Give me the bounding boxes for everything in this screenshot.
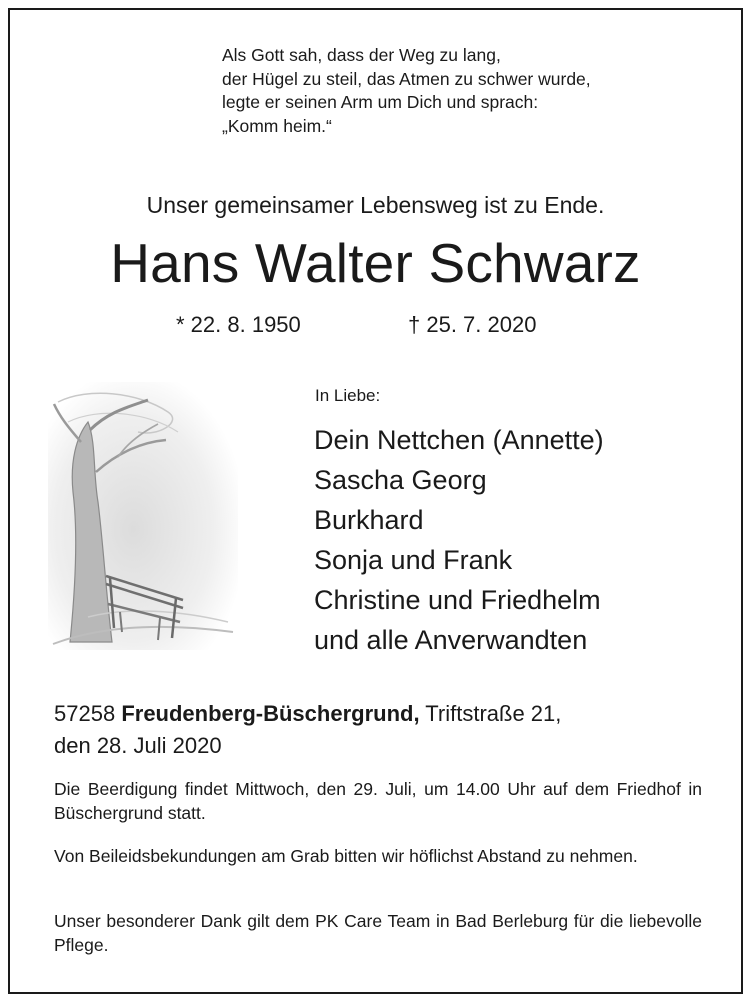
deceased-name: Hans Walter Schwarz (110, 232, 641, 294)
thanks-note: Unser besonderer Dank gilt dem PK Care Team in Bad Berleburg für die liebevolle Pflege. (54, 911, 702, 955)
birth-date: * 22. 8. 1950 (176, 312, 301, 337)
death-date: † 25. 7. 2020 (408, 312, 537, 337)
mourner-name: Dein Nettchen (Annette) (314, 425, 604, 455)
mourner-name: und alle Anverwandten (314, 625, 588, 655)
postal-code: 57258 (54, 701, 116, 726)
notice-date: den 28. Juli 2020 (54, 733, 222, 758)
mourner-name: Sascha Georg (314, 465, 487, 495)
poem-line: legte er seinen Arm um Dich und sprach: (222, 92, 539, 112)
tree-and-bench-illustration (48, 382, 238, 650)
mourner-name: Christine und Friedhelm (314, 585, 601, 615)
poem-line: „Komm heim.“ (222, 115, 332, 136)
city: Freudenberg-Büschergrund, (121, 701, 420, 726)
address-block (54, 698, 561, 762)
street: Triftstraße 21, (425, 701, 562, 726)
mourner-name: Sonja und Frank (314, 545, 513, 575)
poem-line: der Hügel zu steil, das Atmen zu schwer wurde, (222, 68, 591, 89)
condolence-note: Von Beileidsbekundungen am Grab bitten wir höflichst Abstand zu nehmen. (54, 846, 638, 866)
poem-line: Als Gott sah, dass der Weg zu lang, (222, 45, 501, 65)
mourners-list (314, 420, 604, 660)
poem (222, 44, 591, 138)
intro-line: Unser gemeinsamer Lebensweg ist zu Ende. (146, 192, 605, 218)
funeral-note: Die Beerdigung findet Mittwoch, den 29. Juli, um 14.00 Uhr auf dem Friedhof in Büschergrund statt. (54, 779, 702, 823)
mourners-heading: In Liebe: (315, 386, 381, 405)
mourner-name: Burkhard (314, 505, 424, 535)
address-line (54, 698, 561, 730)
